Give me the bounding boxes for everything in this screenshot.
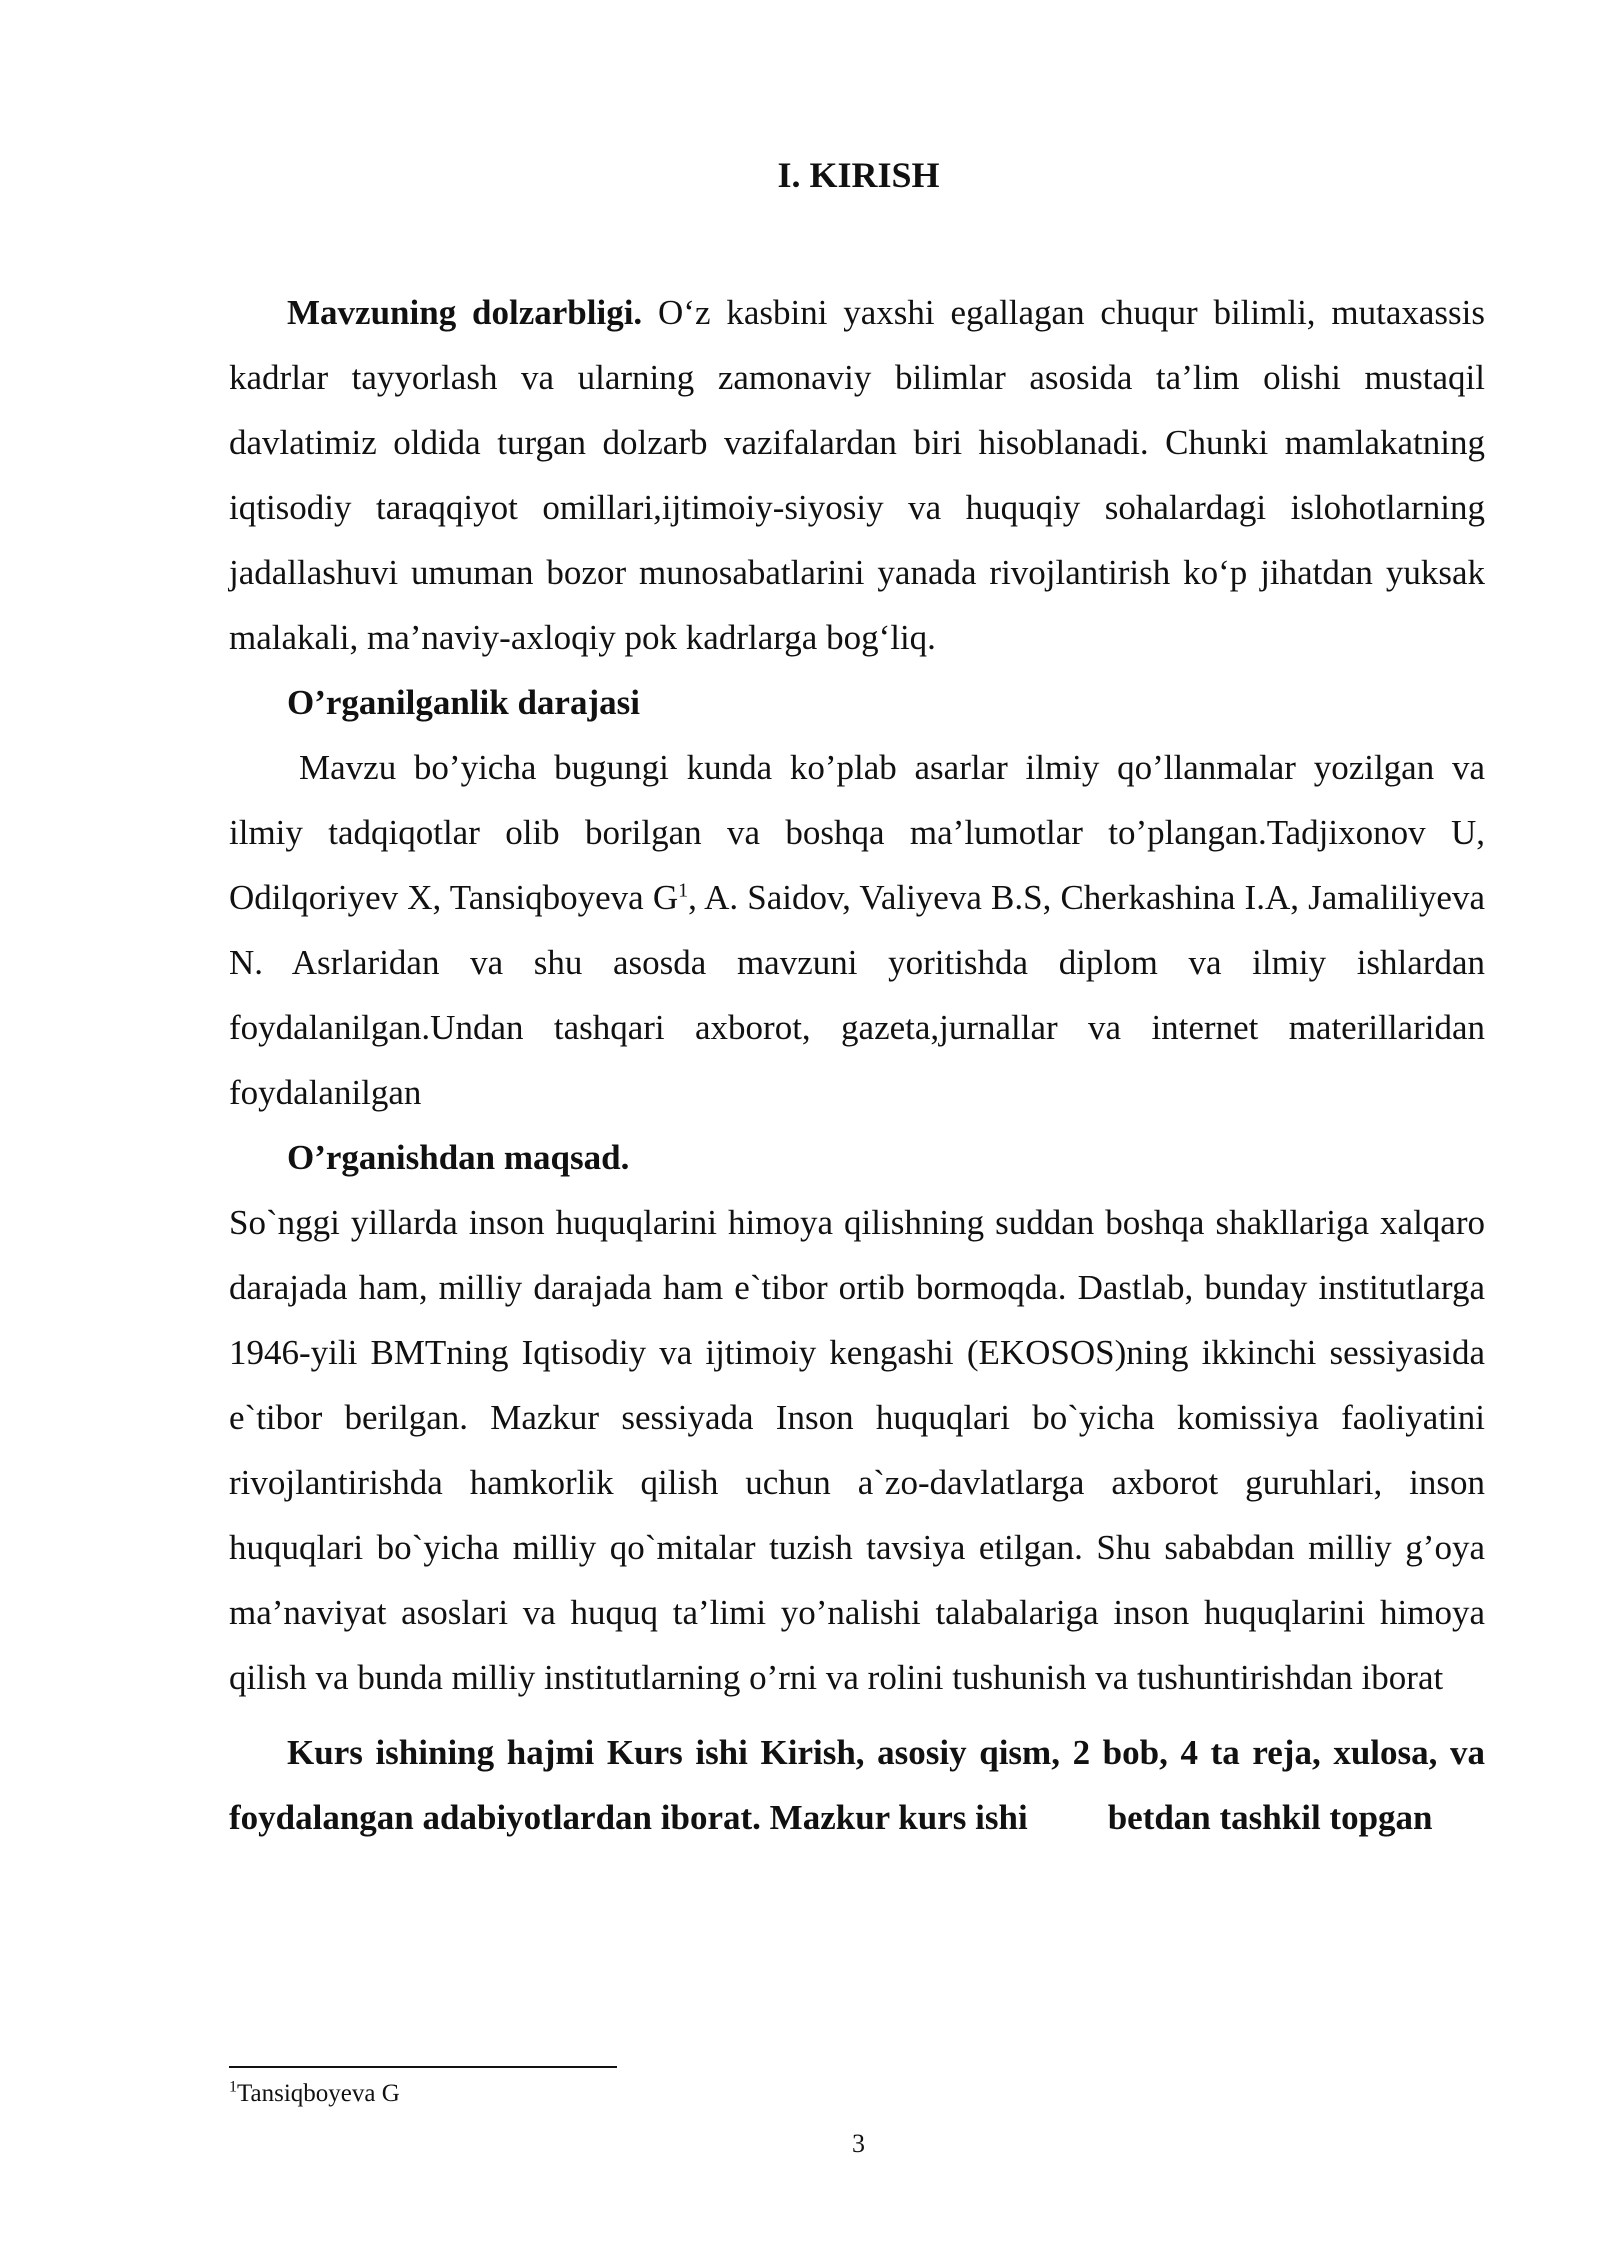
footnote-reference[interactable]: 1 [678, 879, 689, 902]
study-level-text-1: Mavzu bo’yicha bugungi kunda ko’plab asarlar ilmiy qo’llanmalar yozilgan va ilmiy tadqiqotlar olib borilgan va boshqa ma’lumotlar to’plangan.Tadjixonov U, Odilqoriyev X, Tansiqboyeva G [229, 748, 1485, 917]
footnote-number: 1 [229, 2078, 237, 2096]
document-body [229, 280, 1485, 1850]
heading-relevance: Mavzuning dolzarbligi. [287, 293, 643, 332]
footnote [229, 2078, 400, 2110]
page-title: I. KIRISH [777, 155, 940, 195]
page-number: 3 [852, 2129, 865, 2158]
footnote-separator [229, 2066, 617, 2068]
paragraph-purpose: So`nggi yillarda inson huquqlarini himoya qilishning suddan boshqa shakllariga xalqaro darajada ham, milliy darajada ham e`tibor ortib bormoqda. Dastlab, bunday institutlarga 1946-yili BMTning Iqtisodiy va ijtimoiy kengashi (EKOSOS)ning ikkinchi sessiyasida e`tibor berilgan. Mazkur sessiyada Inson huquqlari bo`yicha komissiya faoliyatini rivojlantirishda hamkorlik qilish uchun a`zo-davlatlarga axborot guruhlari, inson huquqlari bo`yicha milliy qo`mitalar tuzish tavsiya etilgan. Shu sababdan milliy g’oya ma’naviyat asoslari va huquq ta’limi yo’nalishi talabalariga inson huquqlarini himoya qilish va bunda milliy institutlarning o’rni va rolini tushunish va tushuntirishdan iborat [229, 1203, 1485, 1697]
paragraph-relevance [229, 280, 1485, 670]
paragraph-volume [229, 1720, 1485, 1850]
study-level-text-2: , A. Saidov, Valiyeva B.S, Cherkashina I.A, Jamaliliyeva N. Asrlaridan va shu asosda mavzuni yoritishda diplom va ilmiy ishlardan foydalanilgan.Undan tashqari axborot, gazeta,jurnallar va internet materillaridan foydalanilgan [229, 878, 1485, 1112]
paragraph-study-level [229, 735, 1485, 1125]
footnote-text: Tansiqboyeva G [237, 2080, 400, 2107]
relevance-text: O‘z kasbini yaxshi egallagan chuqur bilimli, mutaxassis kadrlar tayyorlash va ularning zamonaviy bilimlar asosida ta’lim olishi mustaqil davlatimiz oldida turgan dolzarb vazifalardan biri hisoblanadi. Chunki mamlakatning iqtisodiy taraqqiyot omillari,ijtimoiy-siyosiy va huquqiy sohalardagi islohotlarning jadallashuvi umuman bozor munosabatlarini yanada rivojlantirish ko‘p jihatdan yuksak malakali, ma’naviy-axloqiy pok kadrlarga bog‘liq. [229, 293, 1485, 657]
heading-purpose: O’rganishdan maqsad. [287, 1138, 630, 1177]
heading-study-level: O’rganilganlik darajasi [287, 683, 640, 722]
volume-text-1: Kurs ishining hajmi Kurs ishi Kirish, asosiy qism, 2 bob, 4 ta reja, xulosa, va foydalangan adabiyotlardan iborat. Mazkur kurs ishi [229, 1733, 1485, 1837]
volume-text-2: betdan tashkil topgan [1107, 1798, 1433, 1837]
